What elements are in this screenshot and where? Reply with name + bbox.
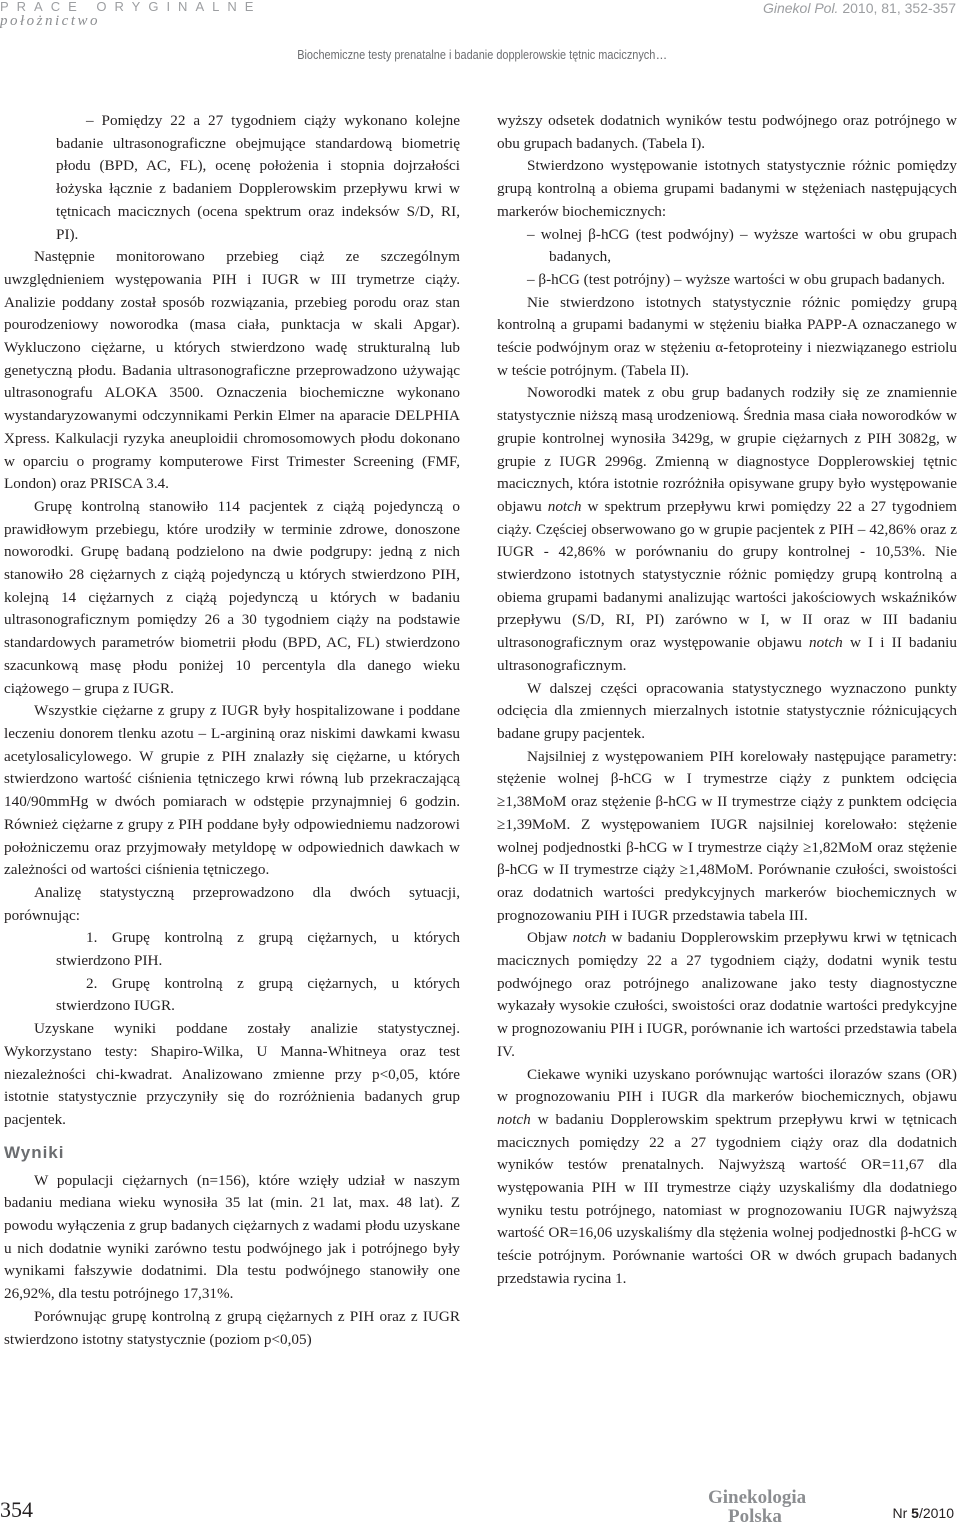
section-heading-results: Wyniki	[4, 1142, 65, 1162]
paragraph-no-differences: Nie stwierdzono istotnych statystycznie różnic pomiędzy grupą kontrolną a grupami badanymi w stężeniu białka PAPP-A oznaczanego w teście podwójnym oraz w stężeniu α-fetoproteiny i niezwiązanego estriolu w teście potrójnym. (Tabela II).	[497, 293, 957, 379]
citation-journal: Ginekol Pol.	[762, 0, 839, 16]
paragraph-results-comparison: Porównując grupę kontrolną z grupą ciężarnych z PIH oraz z IUGR stwierdzono istotny statystycznie (poziom p<0,05)	[4, 1307, 460, 1348]
left-column	[4, 110, 460, 1351]
list-item-bhcg: – β-hCG (test potrójny) – wyższe wartości w obu grupach badanych.	[527, 270, 946, 288]
paragraph-cutoffs: W dalszej części opracowania statystycznego wyznaczono punkty odcięcia dla zmiennych mierzalnych istotnie statystycznie różnicujących badane grupy pacjentek.	[497, 679, 957, 742]
paragraph-groups: Grupę kontrolną stanowiło 114 pacjentek z ciążą pojedynczą o prawidłowym przebiegu, które urodziły w terminie zdrowe, donoszone noworodki. Grupę badaną podzielono na dwie podgrupy: jedną z nich stanowiło 28 ciężarnych z ciążą pojedynczą u których stwierdzono PIH, kolejną 14 ciężarnych z ciążą pojedynczą u których w badaniu ultrasonograficznym pomiędzy 26 a 30 tygodniem ciąży na podstawie standardowych parametrów biometrii płodu (BPD, AC, FL) stwierdzono szacunkową masę płodu poniżej 10 percentyla dla danego wieku ciążowego – grupa z IUGR.	[4, 497, 460, 697]
paragraph-treatment: Wszystkie ciężarne z grupy z IUGR były hospitalizowane i poddane leczeniu donorem tlenku azotu – L-argininą oraz niskimi dawkami kwasu acetylosalicylowego. W grupie z PIH znalazły się ciężarne, u których stwierdzono wartość ciśnienia tętniczego krwi równą lub przekraczającą 140/90mmHg w dwóch pomiarach w odstępie przynajmniej 6 godzin. Również ciężarne z grupy z PIH poddane były odpowiedniemu nadzorowi położniczemu oraz przyjmowały metyldopę w odpowiednich dawkach w zależności od wartości ciśnienia tętniczego.	[4, 702, 460, 879]
section-subtitle: położnictwo	[0, 13, 101, 29]
paragraph-notch-diagnostics: Objaw notch w badaniu Dopplerowskim przepływu krwi w tętnicach macicznych pomiędzy 22 a 27 tygodniem ciąży, dodatni wynik testu podwójnego oraz potrójnego analizowane jako testy diagnostyczne wykazały wysokie czułości, swoistości oraz dodatnie wartości predykcyjne w prognozowaniu PIH i IUGR, porównanie ich wartości przedstawia tabela IV.	[497, 929, 957, 1060]
notch-term: notch	[547, 497, 582, 515]
notch-term: notch	[572, 929, 607, 947]
list-item-comparison-2: 2. Grupę kontrolną z grupą ciężarnych, u których stwierdzono IUGR.	[56, 974, 460, 1015]
paragraph-odds-ratios: Ciekawe wyniki uzyskano porównując wartości ilorazów szans (OR) w prognozowaniu PIH i IUGR dla markerów biochemicznych, objawu notch w badaniu Dopplerowskim spektrum przepływu krwi w tętnicach macicznych pomiędzy 22 a 27 tygodniem ciąży oraz dla dodatnich wyników testów prenatalnych. Najwyższą wartość OR=11,67 dla występowania PIH w III trymestrze ciąży uzyskaliśmy dla dodatniego wyniku testu potrójnego, natomiast w prognozowaniu IUGR najwyższą wartość OR=16,06 uzyskaliśmy dla stężenia wolnej podjednostki β-hCG w teście potrójnym. Porównanie wartości OR w dwóch grupach badanych przedstawia rycina 1.	[497, 1065, 957, 1287]
paragraph-methods-ultrasound: – Pomiędzy 22 a 27 tygodniem ciąży wykonano kolejne badanie ultrasonograficzne obejmujące standardową biometrię płodu (BPD, AC, FL), ocenę położenia i stopnia dojrzałości łożyska łącznie z badaniem Dopplerowskim przepływu krwi w tętnicach macicznych (ocena spektrum oraz indeksów S/D, RI, PI).	[56, 112, 460, 243]
paragraph-results-continued: wyższy odsetek dodatnich wyników testu podwójnego oraz potrójnego w obu grupach badanych. (Tabela I).	[497, 112, 957, 152]
paragraph-statistics-tests: Uzyskane wyniki poddane zostały analizie statystycznej. Wykorzystano testy: Shapiro-Wilka, U Manna-Whitneya oraz test niezależności chi-kwadrat. Analizowano zmienne przy p<0,05, które istotnie statystycznie przyczyniły się do rozróżnienia badanych grup pacjentek.	[4, 1020, 460, 1128]
journal-logo-line1: Ginekologia	[708, 1487, 807, 1508]
right-column	[497, 110, 957, 1291]
page-number: 354	[0, 1497, 33, 1522]
running-title: Biochemiczne testy prenatalne i badanie dopplerowskie tętnic macicznych	[296, 47, 655, 62]
journal-logo	[708, 1488, 806, 1526]
paragraph-statistics-intro: Analizę statystyczną przeprowadzono dla dwóch sytuacji, porównując:	[4, 883, 460, 924]
journal-logo-line2: Polska	[728, 1506, 782, 1527]
list-item-free-bhcg: – wolnej β-hCG (test podwójny) – wyższe wartości w obu grupach badanych,	[527, 225, 957, 266]
section-header	[0, 0, 261, 29]
notch-term: notch	[809, 634, 843, 652]
issue-number: Nr 5/2010	[892, 1505, 954, 1521]
citation-volume: 2010, 81, 352-357	[838, 0, 956, 16]
paragraph-results-population: W populacji ciężarnych (n=156), które wzięły udział w naszym badaniu mediana wieku wynosiła 35 lat (min. 21 lat, max. 48 lat). Z powodu wyłączenia z grup badanych ciężarnych z wadami płodu uzyskane u nich dodatnie wyniki zarówno testu podwójnego jak i potrójnego były wynikami fałszywie dodatnimi. Dla testu podwójnego stanowiły one 26,92%, dla testu potrójnego 17,31%.	[4, 1171, 460, 1303]
notch-term: notch	[497, 1110, 531, 1128]
paragraph-methods-monitoring: Następnie monitorowano przebieg ciąż ze szczególnym uwzględnieniem występowania PIH i IUGR w III trymetrze ciąży. Analizie poddany został sposób rozwiązania, przebieg porodu oraz stan pourodzeniowy noworodka (masa ciała, punktacja w skali Apgar). Wykluczono ciężarne, u których stwierdzono wadę strukturalną lub genetyczną płodu. Badania ultrasonograficzne przeprowadzono używając ultrasonografu ALOKA 3500. Oznaczenia biochemiczne wykonano wystandaryzowanymi odczynnikami Perkin Elmer na aparacie DELPHIA Xpress. Kalkulacji ryzyka aneuploidii chromosomowych płodu dokonano w oparciu o programy komputerowe First Trimester Screening (FMF, London) oraz PRISCA 3.4.	[4, 248, 460, 493]
paragraph-markers-intro: Stwierdzono występowanie istotnych statystycznie różnic pomiędzy grupą kontrolną a obiema grupami badanymi w stężeniach następujących markerów biochemicznych:	[497, 157, 957, 220]
paragraph-correlations: Najsilniej z występowaniem PIH korelowały następujące parametry: stężenie wolnej β-hCG w I trymestrze ciąży z punktem odcięcia ≥1,38MoM oraz stężenie β-hCG w II trymestrze ciąży z punktem odcięcia ≥1,39MoM. Z występowaniem IUGR najsilniej korelowało: stężenie wolnej podjednostki β-hCG w I trymestrze ciąży ≥1,82MoM oraz stężenie β-hCG w II trymestrze ciąży ≥1,48MoM. Porównanie czułości, swoistości oraz dodatnich wartości predykcyjnych markerów biochemicznych w prognozowaniu PIH i IUGR przedstawia tabela III.	[497, 747, 957, 924]
section-label: PRACE ORYGINALNE	[0, 0, 262, 14]
journal-citation	[763, 0, 956, 16]
paragraph-newborns: Noworodki matek z obu grup badanych rodziły się ze znamiennie statystycznie niższą masą urodzeniową. Średnia masa ciała noworodków w grupie kontrolnej wynosiła 3429g, w grupie ciężarnych z PIH 3082g, w grupie z IUGR 2996g. Zmienną w diagnostyce Dopplerowskiej tętnic macicznych, która istotnie rozróżniła opisywane grupy było występowanie objawu notch w spektrum przepływu krwi pomiędzy 22 a 27 tygodniem ciąży. Częściej obserwowano go w grupie pacjentek z PIH – 42,86% oraz z IUGR - 42,86% w porównaniu do grupy kontrolnej - 10,53%. Nie stwierdzono istotnych statystycznie różnic pomiędzy grupą kontrolną a obiema grupami badanymi analizując wartości jakościowych wskaźników przepływu (S/D, RI, PI) zarówno w I, w II oraz w III badaniu ultrasonograficznym oraz występowanie objawu notch w I i II badaniu ultrasonograficznym.	[497, 384, 957, 674]
running-title-ellipsis: ...	[656, 47, 667, 62]
list-item-comparison-1: 1. Grupę kontrolną z grupą ciężarnych, u których stwierdzono PIH.	[56, 929, 460, 970]
